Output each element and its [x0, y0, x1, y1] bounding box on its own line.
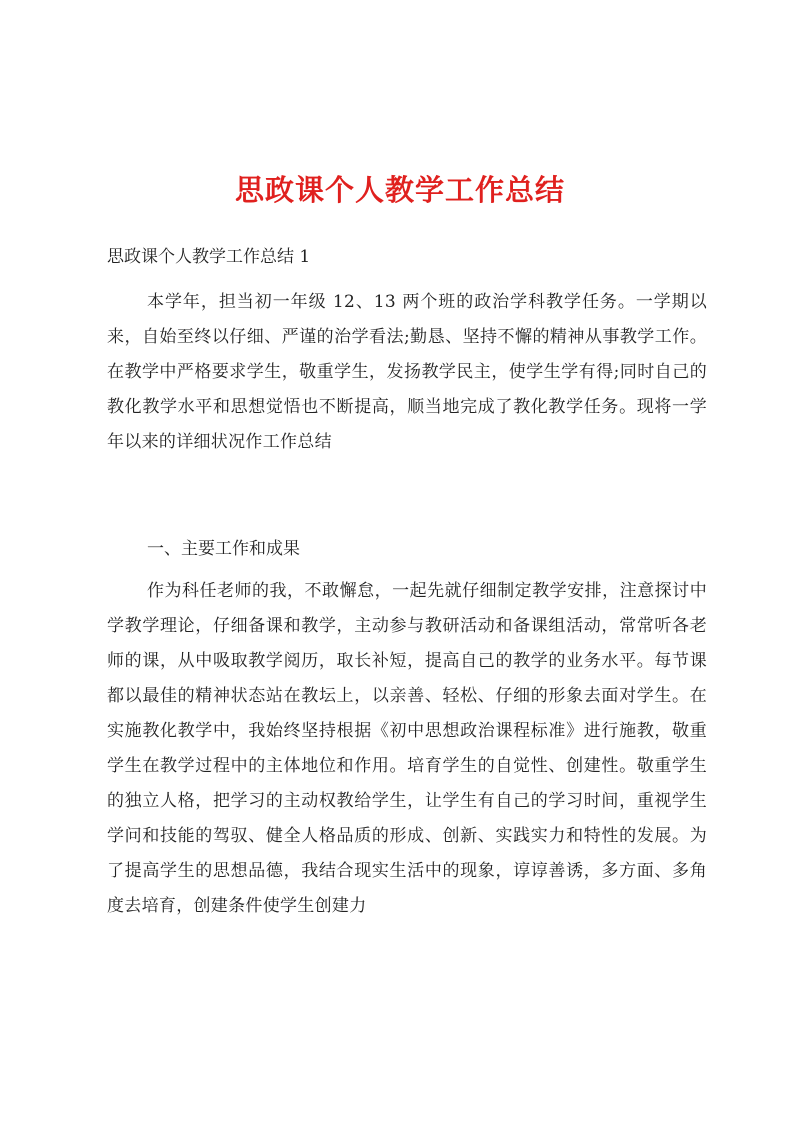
section-paragraph: 作为科任老师的我，不敢懈怠，一起先就仔细制定教学安排，注意探讨中学教学理论，仔细备课和教学，主动参与教研活动和备课组活动，常常听各老师的课，从中吸取教学阅历，取长补短，提高自己的教学的业务水平。每节课都以最佳的精神状态站在教坛上，以亲善、轻松、仔细的形象去面对学生。在实施教化教学中，我始终坚持根据《初中思想政治课程标准》进行施教，敬重学生在教学过程中的主体地位和作用。培育学生的自觉性、创建性。敬重学生的独立人格，把学习的主动权教给学生，让学生有自己的学习时间，重视学生学问和技能的驾驭、健全人格品质的形成、创新、实践实力和特性的发展。为了提高学生的思想品德，我结合现实生活中的现象，谆谆善诱，多方面、多角度去培育，创建条件使学生创建力 [107, 581, 707, 916]
document-title: 思政课个人教学工作总结 [234, 173, 565, 207]
section-heading: 一、主要工作和成果 [147, 539, 300, 559]
document-subtitle: 思政课个人教学工作总结 1 [107, 247, 311, 267]
intro-paragraph: 本学年，担当初一年级 12、13 两个班的政治学科教学任务。一学期以来，自始至终以仔细、严谨的治学看法;勤恳、坚持不懈的精神从事教学工作。在教学中严格要求学生，敬重学生，发扬教学民主，使学生学有得;同时自己的教化教学水平和思想觉悟也不断提高，顺当地完成了教化教学任务。现将一学年以来的详细状况作工作总结 [107, 292, 707, 452]
